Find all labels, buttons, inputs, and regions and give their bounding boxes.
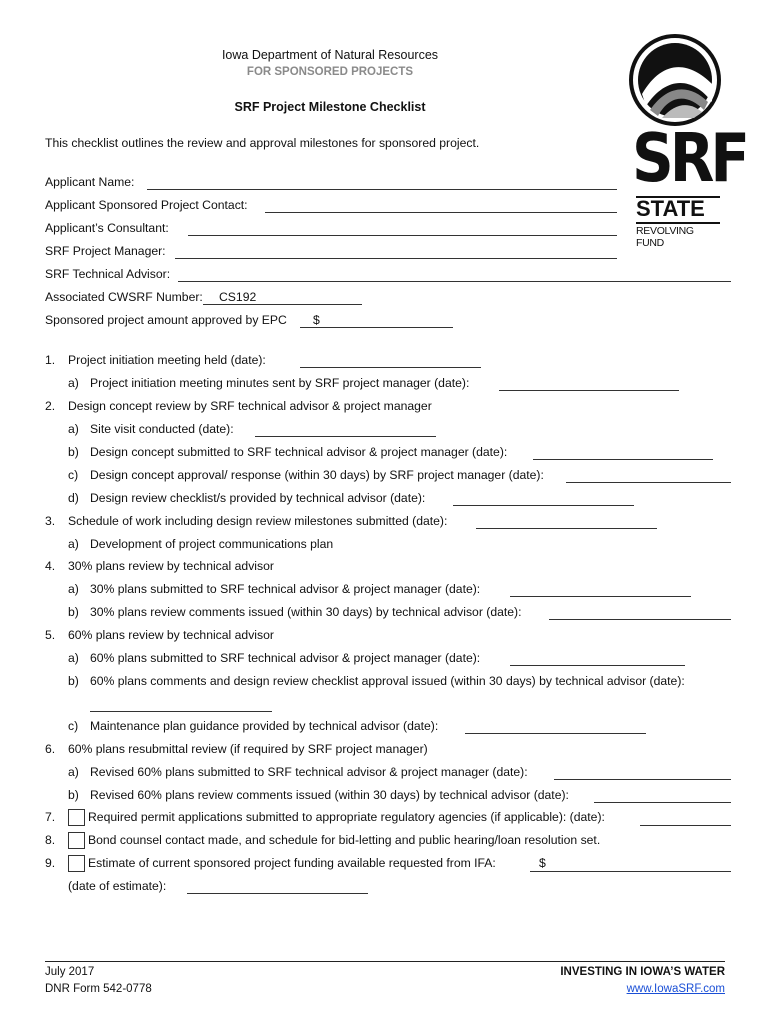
cwsrf-field[interactable] — [203, 304, 362, 305]
item-4a-field[interactable] — [510, 596, 691, 597]
item-1a-text: Project initiation meeting minutes sent by SRF project manager (date): — [90, 376, 470, 390]
item-7-text: Required permit applications submitted to appropriate regulatory agencies (if applicable): (date): — [88, 810, 605, 824]
logo-state-text: STATE — [636, 196, 705, 221]
item-5b-text: 60% plans comments and design review checklist approval issued (within 30 days) by technical advisor (date): — [90, 674, 685, 688]
item-5c-text: Maintenance plan guidance provided by technical advisor (date): — [90, 719, 439, 733]
header-subtitle: FOR SPONSORED PROJECTS — [246, 66, 414, 78]
item-5c-field[interactable] — [465, 733, 646, 734]
item-8-checkbox[interactable] — [68, 832, 85, 849]
contact-field[interactable] — [265, 212, 617, 213]
item-number: 6. — [45, 742, 56, 756]
footer-form-number: DNR Form 542-0778 — [45, 983, 152, 995]
consultant-field[interactable] — [188, 235, 617, 236]
sub-letter: b) — [68, 445, 79, 459]
item-number: 3. — [45, 514, 56, 528]
item-2d-field[interactable] — [453, 505, 634, 506]
item-2a-field[interactable] — [255, 436, 436, 437]
item-6b-field[interactable] — [594, 802, 731, 803]
item-6b-text: Revised 60% plans review comments issued (within 30 days) by technical advisor (date): — [90, 788, 569, 802]
sub-letter: a) — [68, 651, 79, 665]
amount-field[interactable] — [300, 327, 453, 328]
item-2b-text: Design concept submitted to SRF technical advisor & project manager (date): — [90, 445, 508, 459]
wave-circle-icon — [628, 32, 723, 128]
item-5b-field[interactable] — [90, 711, 272, 712]
item-6-text: 60% plans resubmittal review (if required by SRF project manager) — [68, 742, 428, 756]
item-7-field[interactable] — [640, 825, 731, 826]
item-1-field[interactable] — [300, 367, 481, 368]
item-2-text: Design concept review by SRF technical advisor & project manager — [68, 399, 432, 413]
item-number: 5. — [45, 628, 56, 642]
cwsrf-label: Associated CWSRF Number: — [45, 290, 203, 304]
logo-revolving-text: REVOLVING FUND — [636, 225, 694, 249]
footer-link[interactable] — [627, 983, 725, 995]
amount-value: $ — [313, 313, 320, 327]
estimate-date-label: (date of estimate): — [68, 879, 167, 893]
contact-label: Applicant Sponsored Project Contact: — [45, 198, 248, 212]
item-9-checkbox[interactable] — [68, 855, 85, 872]
item-5a-text: 60% plans submitted to SRF technical advisor & project manager (date): — [90, 651, 481, 665]
tech-advisor-label: SRF Technical Advisor: — [45, 267, 171, 281]
item-3a-text: Development of project communications plan — [90, 537, 334, 551]
item-number: 7. — [45, 810, 56, 824]
sub-letter: b) — [68, 674, 79, 688]
item-3-text: Schedule of work including design review milestones submitted (date): — [68, 514, 448, 528]
intro-text: This checklist outlines the review and approval milestones for sponsored project. — [45, 136, 480, 150]
logo-rule-2 — [636, 222, 720, 224]
item-2b-field[interactable] — [533, 459, 713, 460]
sub-letter: a) — [68, 376, 79, 390]
item-7-checkbox[interactable] — [68, 809, 85, 826]
page-title: SRF Project Milestone Checklist — [234, 100, 426, 114]
sub-letter: a) — [68, 582, 79, 596]
item-number: 8. — [45, 833, 56, 847]
item-3-field[interactable] — [476, 528, 657, 529]
applicant-name-field[interactable] — [147, 189, 617, 190]
item-4b-field[interactable] — [549, 619, 731, 620]
logo-srf-text: SRF — [632, 118, 747, 198]
item-2d-text: Design review checklist/s provided by technical advisor (date): — [90, 491, 426, 505]
sub-letter: d) — [68, 491, 79, 505]
srf-logo — [628, 32, 747, 249]
item-2c-text: Design concept approval/ response (within 30 days) by SRF project manager (date): — [90, 468, 544, 482]
item-number: 4. — [45, 559, 56, 573]
applicant-name-label: Applicant Name: — [45, 175, 135, 189]
footer-date: July 2017 — [45, 966, 95, 978]
item-5-text: 60% plans review by technical advisor — [68, 628, 274, 642]
amount-label: Sponsored project amount approved by EPC — [45, 313, 287, 327]
item-number: 9. — [45, 856, 56, 870]
item-9-field[interactable] — [530, 871, 731, 872]
footer-tagline: INVESTING IN IOWA’S WATER — [560, 966, 725, 978]
item-4-text: 30% plans review by technical advisor — [68, 559, 274, 573]
estimate-date-field[interactable] — [187, 893, 368, 894]
sub-letter: b) — [68, 605, 79, 619]
cwsrf-value: CS192 — [219, 290, 257, 304]
item-4a-text: 30% plans submitted to SRF technical advisor & project manager (date): — [90, 582, 481, 596]
footer-divider — [45, 961, 725, 962]
sub-letter: b) — [68, 788, 79, 802]
item-number: 2. — [45, 399, 56, 413]
sub-letter: a) — [68, 422, 79, 436]
item-1-text: Project initiation meeting held (date): — [68, 353, 266, 367]
item-6a-field[interactable] — [554, 779, 731, 780]
item-9-value: $ — [539, 856, 546, 870]
item-4b-text: 30% plans review comments issued (within 30 days) by technical advisor (date): — [90, 605, 522, 619]
item-5a-field[interactable] — [510, 665, 685, 666]
sub-letter: a) — [68, 765, 79, 779]
item-number: 1. — [45, 353, 56, 367]
org-name: Iowa Department of Natural Resources — [221, 48, 439, 62]
sub-letter: c) — [68, 719, 79, 733]
footer-url-link[interactable]: www.IowaSRF.com — [626, 983, 725, 995]
sub-letter: c) — [68, 468, 79, 482]
item-2a-text: Site visit conducted (date): — [90, 422, 234, 436]
item-6a-text: Revised 60% plans submitted to SRF technical advisor & project manager (date): — [90, 765, 528, 779]
consultant-label: Applicant’s Consultant: — [45, 221, 169, 235]
item-8-text: Bond counsel contact made, and schedule for bid-letting and public hearing/loan resolution set. — [88, 833, 601, 847]
item-1a-field[interactable] — [499, 390, 679, 391]
tech-advisor-field[interactable] — [178, 281, 731, 282]
item-9-text: Estimate of current sponsored project funding available requested from IFA: — [88, 856, 496, 870]
item-2c-field[interactable] — [566, 482, 731, 483]
sub-letter: a) — [68, 537, 79, 551]
manager-label: SRF Project Manager: — [45, 244, 166, 258]
manager-field[interactable] — [175, 258, 617, 259]
